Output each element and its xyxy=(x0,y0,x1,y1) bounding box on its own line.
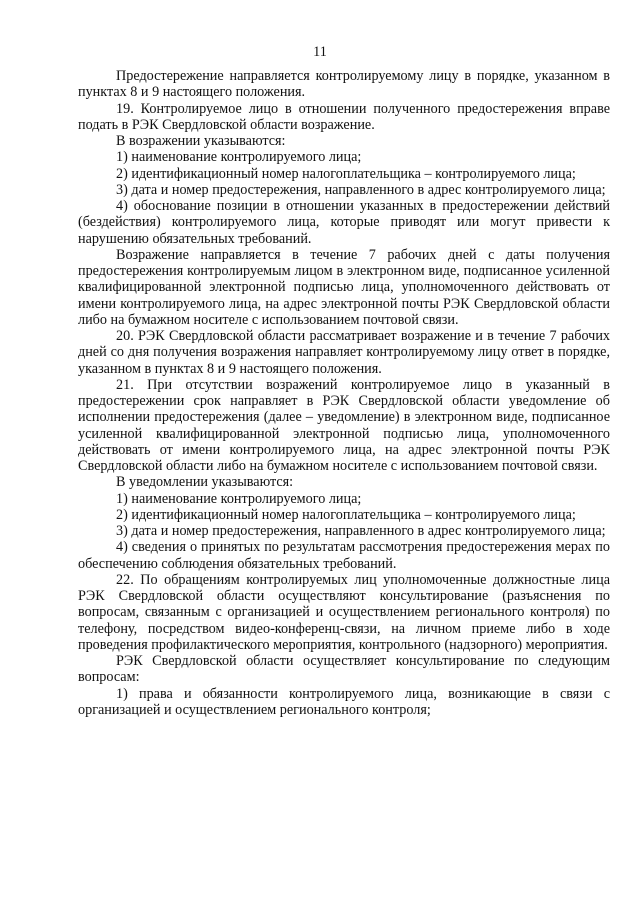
list-item-objection-justification: 4) обоснование позиции в отношении указанных в предостережении действий (бездействия) контролируемого лица, которые приводят или могут привести к нарушению обязательных требований. xyxy=(78,198,610,247)
paragraph-21-notification: 21. При отсутствии возражений контролируемое лицо в указанный в предостережении срок направляет в РЭК Свердловской области уведомление об исполнении предостережения (далее – уведомление) в электронном виде, подписанное усиленной квалифицированной электронной подписью лица, уполномоченного действовать от имени контролируемого лица, на адрес электронной почты РЭК Свердловской области либо на бумажном носителе с использованием почтовой связи. xyxy=(78,376,610,474)
paragraph-objection-submission: Возражение направляется в течение 7 рабочих дней с даты получения предостережения контролируемым лицом в электронном виде, подписанное усиленной квалифицированной электронной подписью лица, уполномоченного действовать от имени контролируемого лица, на адрес электронной почты РЭК Свердловской области либо на бумажном носителе с использованием почтовой связи. xyxy=(78,246,610,328)
list-item-notification-measures: 4) сведения о принятых по результатам рассмотрения предостережения мерах по обеспечению соблюдения обязательных требований. xyxy=(78,539,610,572)
list-item-notification-warning-date: 3) дата и номер предостережения, направленного в адрес контролируемого лица; xyxy=(116,523,606,539)
list-item-notification-name: 1) наименование контролируемого лица; xyxy=(116,490,362,507)
paragraph-20-objection-review: 20. РЭК Свердловской области рассматривает возражение и в течение 7 рабочих дней со дня получения возражения направляет контролируемому лицу ответ в порядке, указанном в пунктах 8 и 9 настоящего положения. xyxy=(78,328,610,377)
list-item-consulting-rights: 1) права и обязанности контролируемого лица, возникающие в связи с организацией и осуществлением регионального контроля; xyxy=(78,685,610,718)
paragraph-22-consulting: 22. По обращениям контролируемых лиц уполномоченные должностные лица РЭК Свердловской области осуществляют консультирование (разъяснения по вопросам, связанным с организацией и осуществлением регионального контроля) по телефону, посредством видео-конференц-связи, на личном приеме либо в ходе проведения профилактического мероприятия, контрольного (надзорного) мероприятия. xyxy=(78,571,610,653)
list-item-objection-warning-date: 3) дата и номер предостережения, направленного в адрес контролируемого лица; xyxy=(116,181,606,198)
paragraph-19-objection-right: 19. Контролируемое лицо в отношении полученного предостережения вправе подать в РЭК Свердловской области возражение. xyxy=(78,100,610,133)
paragraph-consulting-topics-intro: РЭК Свердловской области осуществляет консультирование по следующим вопросам: xyxy=(78,653,610,686)
page-number: 11 xyxy=(313,44,327,60)
paragraph-notification-contents-intro: В уведомлении указываются: xyxy=(116,474,294,491)
paragraph-warning-delivery: Предостережение направляется контролируемому лицу в порядке, указанном в пунктах 8 и 9 настоящего положения. xyxy=(78,68,610,101)
list-item-objection-name: 1) наименование контролируемого лица; xyxy=(116,149,362,166)
list-item-notification-inn: 2) идентификационный номер налогоплательщика – контролируемого лица; xyxy=(116,506,576,523)
list-item-objection-inn: 2) идентификационный номер налогоплательщика – контролируемого лица; xyxy=(116,165,576,182)
paragraph-objection-contents-intro: В возражении указываются: xyxy=(116,133,286,149)
document-body xyxy=(78,68,610,718)
